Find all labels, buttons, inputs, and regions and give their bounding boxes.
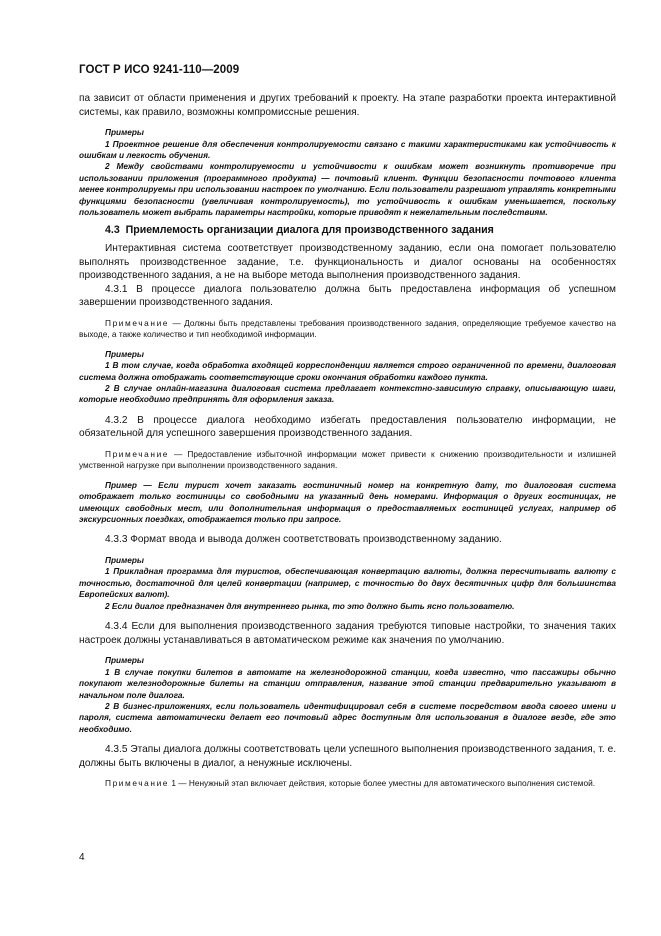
page-header: ГОСТ Р ИСО 9241-110—2009 bbox=[79, 64, 240, 76]
example-item: 2 Между свойствами контролируемости и устойчивости к ошибкам может возникнуть противоречие при использовании приложения (программного продукта) — почтовый клиент. Функции безопасности почтового клиента менее контролируемы при использовании настроек по умолчанию. Если пользователи разрешают управлять конкретными функциями безопасности (увеличивая контролируемость), то устойчивость к ошибкам уменьшается, поскольку пользователь может выбрать параметры настройки, которые приводят к нежелательным последствиям. bbox=[79, 161, 616, 218]
examples-label: Примеры bbox=[105, 655, 145, 666]
clause-4-3-2: 4.3.2 В процессе диалога необходимо избегать предоставления пользователю информации, не обязательной для успешного завершения производственного задания. bbox=[79, 414, 616, 440]
note-label: Примечание bbox=[105, 318, 170, 328]
page-content bbox=[79, 92, 616, 790]
example-item: 1 Прикладная программа для туристов, обеспечивающая конвертацию валюты, должна пересчитывать валюту с точностью, достаточной для целей конвертации (например, с точностью до двух десятичных цифр для большинства Европейских валют). bbox=[79, 566, 616, 600]
clause-4-3-3: 4.3.3 Формат ввода и вывода должен соответствовать производственному заданию. bbox=[105, 534, 502, 546]
example-item: 2 Если диалог предназначен для внутреннего рынка, то это должно быть ясно пользователю. bbox=[105, 600, 515, 611]
note-label: Примечание bbox=[105, 778, 170, 789]
paragraph-continuation: па зависит от области применения и других требований к проекту. На этапе разработки проекта интерактивной системы, как правило, возможны компромиссные решения. bbox=[79, 93, 616, 118]
note bbox=[79, 318, 616, 341]
note bbox=[79, 449, 616, 472]
example-item: 1 Проектное решение для обеспечения контролируемости связано с такими характеристиками как устойчивость к ошибкам и легкость обучения. bbox=[79, 138, 616, 160]
example-item: 2 В бизнес-приложениях, если пользователь идентифицировал себя в системе посредством ввода своего имени и пароля, система автоматически делает его почтовый адрес доступным для использования в диалоге везде, где это необходимо. bbox=[79, 700, 616, 734]
page-number: 4 bbox=[79, 852, 85, 863]
examples-label: Примеры bbox=[105, 127, 145, 138]
examples-label: Примеры bbox=[105, 348, 145, 359]
example-item: 2 В случае онлайн-магазина диалоговая система предлагает контекстно-зависимую справку, описывающую шаги, которые необходимо предпринять для оформления заказа. bbox=[79, 383, 616, 405]
example-item: Пример — Если турист хочет заказать гостиничный номер на конкретную дату, то диалоговая система отображает только гостиницы со свободными на указанный день номерами. Информация о других гостиницах, не имеющих свободных мест, или дополнительная информация о предоставляемых гостиницей услугах, например об экскурсионных поездках, отображается только при запросе. bbox=[79, 479, 616, 525]
clause-4-3-5: 4.3.5 Этапы диалога должны соответствовать цели успешного выполнения производственного задания, т. е. должны быть включены в диалог, а ненужные исключены. bbox=[79, 744, 616, 769]
example-item: 1 В том случае, когда обработка входящей корреспонденции является строго ограниченной по времени, диалоговая система должна отображать соответствующие сроки окончания обработки каждого пункта. bbox=[79, 360, 616, 382]
examples-label: Примеры bbox=[105, 555, 145, 566]
paragraph: Интерактивная система соответствует производственному заданию, если она помогает пользователю выполнять производственное задание, т.е. функциональность и диалог основаны на особенностях производственного задания, а не на выборе метода выполнения производственного задания. bbox=[79, 243, 616, 282]
note-text: — Предоставление избыточной информации может привести к снижению производительности и излишней умственной нагрузке при выполнении производственного задания. bbox=[79, 449, 616, 471]
note bbox=[79, 778, 616, 789]
section-title: Приемлемость организации диалога для производственного задания bbox=[125, 224, 494, 237]
section-number: 4.3 bbox=[105, 224, 120, 237]
example-item: 1 В случае покупки билетов в автомате на железнодорожной станции, когда известно, что пассажиры обычно покупают железнодорожные билеты на станции отправления, название этой станции предварительно указывают в начальном поле диалога. bbox=[79, 666, 616, 700]
note-text: 1 — Ненужный этап включает действия, которые более уместны для автоматического выполнения системой. bbox=[169, 778, 596, 789]
clause-4-3-4: 4.3.4 Если для выполнения производственного задания требуются типовые настройки, то значения таких настроек должны устанавливаться в автоматическом режиме как значения по умолчанию. bbox=[79, 621, 616, 646]
section-heading bbox=[79, 224, 616, 238]
note-text: — Должны быть представлены требования производственного задания, определяющие требуемое качество на выходе, а также количество и тип необходимой информации. bbox=[79, 318, 616, 340]
note-label: Примечание bbox=[105, 449, 170, 460]
clause-4-3-1: 4.3.1 В процессе диалога пользователю должна быть предоставлена информация об успешном завершении производственного задания. bbox=[79, 283, 616, 309]
